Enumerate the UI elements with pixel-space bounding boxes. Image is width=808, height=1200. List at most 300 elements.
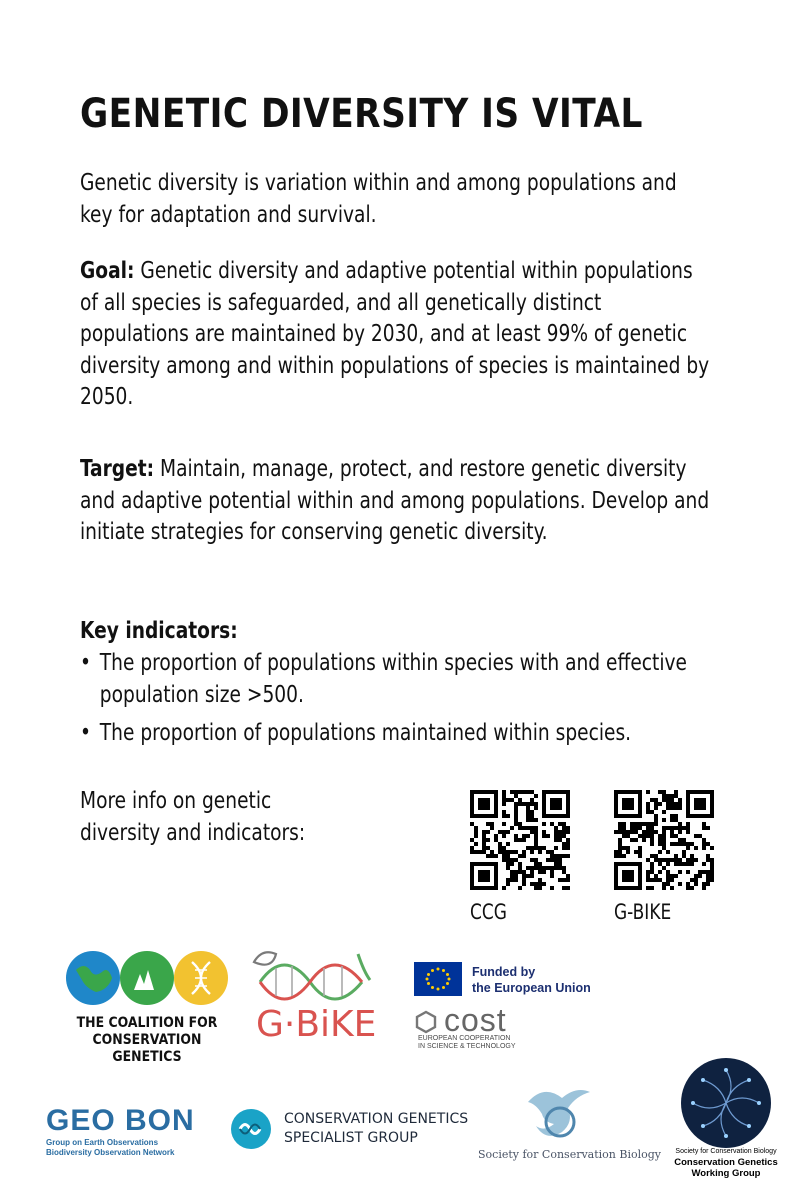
qr-module [562, 834, 566, 838]
cost-hexagon-icon [414, 1010, 438, 1034]
qr-module [470, 846, 474, 850]
qr-module [686, 882, 690, 886]
qr-module [482, 850, 486, 854]
qr-module [650, 826, 654, 830]
qr-module [618, 822, 622, 826]
qr-module [566, 842, 570, 846]
qr-module [694, 878, 698, 882]
qr-module [534, 858, 538, 862]
qr-module [498, 846, 502, 850]
qr-module [522, 854, 526, 858]
qr-module [514, 802, 518, 806]
wg-emblem-icon [681, 1058, 771, 1148]
qr-module [670, 806, 674, 810]
qr-module [506, 798, 510, 802]
qr-module [626, 830, 630, 834]
qr-module [678, 822, 682, 826]
qr-module [526, 846, 530, 850]
qr-module [546, 834, 550, 838]
qr-module [662, 830, 666, 834]
qr-label-ccg: CCG [470, 900, 507, 924]
qr-module [694, 834, 698, 838]
qr-module [486, 854, 490, 858]
qr-module [654, 854, 658, 858]
qr-module [506, 878, 510, 882]
qr-module [650, 854, 654, 858]
qr-module [518, 826, 522, 830]
qr-module [658, 858, 662, 862]
key-indicators-list [80, 648, 710, 757]
qr-module [530, 826, 534, 830]
qr-module [538, 850, 542, 854]
qr-module [690, 878, 694, 882]
qr-module [670, 826, 674, 830]
qr-module [702, 882, 706, 886]
qr-module [522, 874, 526, 878]
qr-module [662, 838, 666, 842]
qr-module [494, 834, 498, 838]
qr-module [710, 846, 714, 850]
qr-module [618, 830, 622, 834]
qr-module [674, 818, 678, 822]
qr-module [566, 886, 570, 890]
qr-module [514, 850, 518, 854]
qr-module [518, 886, 522, 890]
qr-module [670, 802, 674, 806]
qr-module [650, 870, 654, 874]
wg-line3: Working Group [691, 1167, 761, 1179]
qr-module [558, 862, 562, 866]
qr-module [650, 862, 654, 866]
qr-module [682, 854, 686, 858]
qr-module [706, 854, 710, 858]
qr-module [698, 834, 702, 838]
qr-module [518, 798, 522, 802]
cost-logo [414, 1002, 544, 1050]
qr-gbike[interactable] [614, 790, 714, 930]
qr-module [534, 886, 538, 890]
qr-module [518, 838, 522, 842]
qr-module [514, 878, 518, 882]
qr-module [662, 834, 666, 838]
qr-module [654, 878, 658, 882]
qr-module [522, 870, 526, 874]
qr-module [638, 834, 642, 838]
qr-module [554, 838, 558, 842]
qr-module [670, 814, 674, 818]
qr-module [538, 878, 542, 882]
cgsg-emblem-icon [230, 1108, 272, 1150]
qr-module [678, 802, 682, 806]
qr-module [490, 854, 494, 858]
qr-module [658, 802, 662, 806]
qr-module [706, 826, 710, 830]
qr-module [650, 798, 654, 802]
qr-module [518, 854, 522, 858]
qr-module [522, 850, 526, 854]
qr-module [662, 790, 666, 794]
qr-module [702, 842, 706, 846]
qr-module [654, 830, 658, 834]
qr-module [538, 882, 542, 886]
qr-module [502, 822, 506, 826]
qr-module [674, 826, 678, 830]
qr-module [562, 854, 566, 858]
target-paragraph [80, 454, 710, 549]
qr-module [674, 834, 678, 838]
qr-module [654, 806, 658, 810]
qr-module [526, 866, 530, 870]
qr-module [650, 810, 654, 814]
qr-module [646, 802, 650, 806]
qr-module [654, 822, 658, 826]
qr-module [622, 854, 626, 858]
qr-module [678, 798, 682, 802]
qr-module [538, 862, 542, 866]
qr-label-gbike: G-BIKE [614, 900, 672, 924]
qr-module [646, 790, 650, 794]
qr-module [558, 822, 562, 826]
qr-code-icon[interactable] [614, 790, 714, 890]
qr-module [494, 854, 498, 858]
qr-module [566, 846, 570, 850]
qr-module [662, 818, 666, 822]
goal-text: Genetic diversity and adaptive potential within populations of all species is safeguarded, and all genetically distinct populations are maintained by 2030, and at least 99% of genetic diversity among and within populations of species is maintained by 2050. [80, 258, 710, 410]
qr-code-icon[interactable] [470, 790, 570, 890]
qr-module [690, 854, 694, 858]
qr-module [686, 886, 690, 890]
qr-module [646, 826, 650, 830]
bird-icon [508, 1082, 598, 1146]
qr-module [626, 850, 630, 854]
qr-module [626, 834, 630, 838]
qr-module [662, 810, 666, 814]
qr-module [562, 826, 566, 830]
qr-module [662, 886, 666, 890]
qr-module [538, 846, 542, 850]
qr-module [530, 858, 534, 862]
qr-module [554, 830, 558, 834]
qr-module [622, 834, 626, 838]
geobon-line2: Biodiversity Observation Network [46, 1147, 175, 1157]
qr-module [518, 822, 522, 826]
qr-module [678, 882, 682, 886]
qr-module [662, 842, 666, 846]
qr-module [558, 866, 562, 870]
qr-module [502, 790, 506, 794]
qr-module [662, 866, 666, 870]
geobon-line1: Group on Earth Observations [46, 1138, 159, 1147]
qr-module [670, 798, 674, 802]
qr-module [698, 874, 702, 878]
qr-module [686, 870, 690, 874]
qr-module [670, 842, 674, 846]
qr-module [618, 842, 622, 846]
qr-module [686, 842, 690, 846]
qr-module [474, 834, 478, 838]
qr-module [618, 826, 622, 830]
qr-module [674, 790, 678, 794]
scb-name: Society for Conservation Biology [478, 1148, 661, 1161]
qr-module [674, 854, 678, 858]
qr-module [678, 858, 682, 862]
qr-module [526, 826, 530, 830]
qr-module [642, 830, 646, 834]
qr-module [530, 846, 534, 850]
qr-module [566, 878, 570, 882]
qr-module [690, 858, 694, 862]
qr-module [510, 874, 514, 878]
qr-module [654, 818, 658, 822]
qr-module [614, 830, 618, 834]
key-indicators-heading: Key indicators: [80, 618, 238, 644]
qr-module [502, 854, 506, 858]
qr-module [646, 870, 650, 874]
qr-module [562, 886, 566, 890]
qr-module [562, 842, 566, 846]
qr-module [670, 834, 674, 838]
qr-module [522, 834, 526, 838]
qr-module [538, 870, 542, 874]
qr-module [646, 858, 650, 862]
qr-module [566, 838, 570, 842]
qr-module [502, 886, 506, 890]
qr-module [642, 838, 646, 842]
qr-module [638, 826, 642, 830]
qr-module [474, 826, 478, 830]
qr-module [478, 870, 490, 882]
qr-module [622, 830, 626, 834]
qr-module [566, 830, 570, 834]
qr-module [530, 850, 534, 854]
qr-module [518, 790, 522, 794]
qr-module [486, 846, 490, 850]
qr-module [622, 798, 634, 810]
qr-module [530, 818, 534, 822]
dna-leaf-icon [246, 942, 392, 1004]
qr-module [646, 830, 650, 834]
qr-module [634, 822, 638, 826]
qr-module [498, 830, 502, 834]
qr-ccg[interactable] [470, 790, 570, 930]
wg-line2: Conservation Genetics [674, 1156, 778, 1168]
qr-module [658, 878, 662, 882]
qr-module [498, 842, 502, 846]
qr-module [562, 878, 566, 882]
qr-module [618, 838, 622, 842]
qr-module [698, 870, 702, 874]
qr-module [506, 858, 510, 862]
scb-logo [478, 1082, 661, 1166]
cost-line2: IN SCIENCE & TECHNOLOGY [418, 1043, 516, 1050]
geobon-logo [46, 1104, 196, 1166]
qr-module [514, 838, 518, 842]
qr-module [686, 830, 690, 834]
qr-module [562, 846, 566, 850]
qr-module [530, 802, 534, 806]
qr-module [510, 878, 514, 882]
list-item: • The proportion of populations maintained within species. [80, 718, 710, 750]
ccg-logo [62, 946, 232, 1065]
qr-module [566, 854, 570, 858]
qr-module [522, 802, 526, 806]
qr-module [530, 882, 534, 886]
qr-module [666, 882, 670, 886]
qr-module [646, 834, 650, 838]
qr-module [666, 862, 670, 866]
eu-line2: the European Union [472, 981, 591, 995]
qr-module [502, 850, 506, 854]
qr-module [690, 886, 694, 890]
qr-module [542, 882, 546, 886]
qr-module [666, 798, 670, 802]
qr-module [634, 826, 638, 830]
qr-module [670, 830, 674, 834]
qr-module [554, 858, 558, 862]
qr-module [558, 834, 562, 838]
qr-module [690, 862, 694, 866]
qr-module [630, 830, 634, 834]
qr-module [654, 802, 658, 806]
qr-module [702, 846, 706, 850]
qr-module [554, 846, 558, 850]
qr-module [674, 842, 678, 846]
qr-module [710, 866, 714, 870]
qr-module [538, 866, 542, 870]
qr-module [518, 870, 522, 874]
qr-module [566, 826, 570, 830]
qr-module [650, 834, 654, 838]
qr-module [650, 878, 654, 882]
wg-logo [666, 1058, 786, 1178]
qr-module [710, 858, 714, 862]
qr-module [706, 878, 710, 882]
qr-module [502, 794, 506, 798]
qr-module [666, 794, 670, 798]
qr-module [506, 814, 510, 818]
qr-module [534, 866, 538, 870]
qr-module [662, 826, 666, 830]
qr-module [710, 862, 714, 866]
qr-module [658, 850, 662, 854]
qr-module [654, 874, 658, 878]
qr-module [678, 838, 682, 842]
geobon-wordmark: GEO BON [46, 1104, 195, 1137]
qr-module [506, 882, 510, 886]
qr-module [526, 810, 530, 814]
qr-module [674, 858, 678, 862]
cgsg-line2: SPECIALIST GROUP [284, 1130, 418, 1146]
qr-module [694, 874, 698, 878]
qr-module [534, 846, 538, 850]
qr-module [654, 858, 658, 862]
qr-module [694, 846, 698, 850]
gbike-logo [246, 942, 392, 1050]
qr-module [678, 806, 682, 810]
qr-module [658, 838, 662, 842]
qr-module [490, 826, 494, 830]
qr-module [666, 858, 670, 862]
qr-module [514, 870, 518, 874]
qr-module [646, 810, 650, 814]
qr-module [706, 870, 710, 874]
ccg-line1: THE COALITION FOR [76, 1015, 218, 1031]
qr-module [670, 886, 674, 890]
qr-module [710, 874, 714, 878]
qr-module [534, 794, 538, 798]
qr-module [554, 826, 558, 830]
qr-module [666, 870, 670, 874]
qr-module [642, 822, 646, 826]
page-title: GENETIC DIVERSITY IS VITAL [80, 91, 643, 137]
qr-module [634, 838, 638, 842]
qr-module [534, 834, 538, 838]
qr-module [510, 798, 514, 802]
qr-module [506, 854, 510, 858]
qr-module [482, 838, 486, 842]
qr-module [646, 806, 650, 810]
qr-module [702, 886, 706, 890]
qr-module [650, 866, 654, 870]
qr-module [702, 826, 706, 830]
qr-module [514, 874, 518, 878]
qr-module [666, 826, 670, 830]
qr-module [526, 834, 530, 838]
goal-paragraph [80, 256, 710, 414]
eu-flag-icon [414, 962, 462, 996]
qr-module [674, 874, 678, 878]
qr-module [682, 826, 686, 830]
qr-module [546, 850, 550, 854]
qr-module [670, 858, 674, 862]
qr-module [658, 790, 662, 794]
qr-module [502, 810, 506, 814]
qr-module [618, 854, 622, 858]
qr-module [494, 838, 498, 842]
qr-module [478, 798, 490, 810]
qr-module [470, 838, 474, 842]
qr-module [682, 842, 686, 846]
qr-module [650, 886, 654, 890]
qr-module [474, 830, 478, 834]
qr-module [498, 850, 502, 854]
qr-module [486, 838, 490, 842]
qr-module [678, 830, 682, 834]
qr-module [506, 842, 510, 846]
qr-module [686, 822, 690, 826]
qr-module [478, 850, 482, 854]
qr-module [666, 850, 670, 854]
qr-module [702, 838, 706, 842]
qr-module [622, 822, 626, 826]
qr-module [662, 794, 666, 798]
qr-module [558, 838, 562, 842]
qr-module [502, 846, 506, 850]
qr-module [554, 866, 558, 870]
qr-module [650, 838, 654, 842]
qr-module [530, 874, 534, 878]
qr-module [526, 874, 530, 878]
gbike-wordmark [246, 1004, 392, 1045]
wg-line1: Society for Conservation Biology [675, 1148, 777, 1155]
qr-module [474, 842, 478, 846]
qr-module [542, 846, 546, 850]
qr-module [514, 822, 518, 826]
qr-module [534, 838, 538, 842]
qr-module [534, 826, 538, 830]
goal-label: Goal: [80, 258, 135, 284]
qr-module [658, 870, 662, 874]
